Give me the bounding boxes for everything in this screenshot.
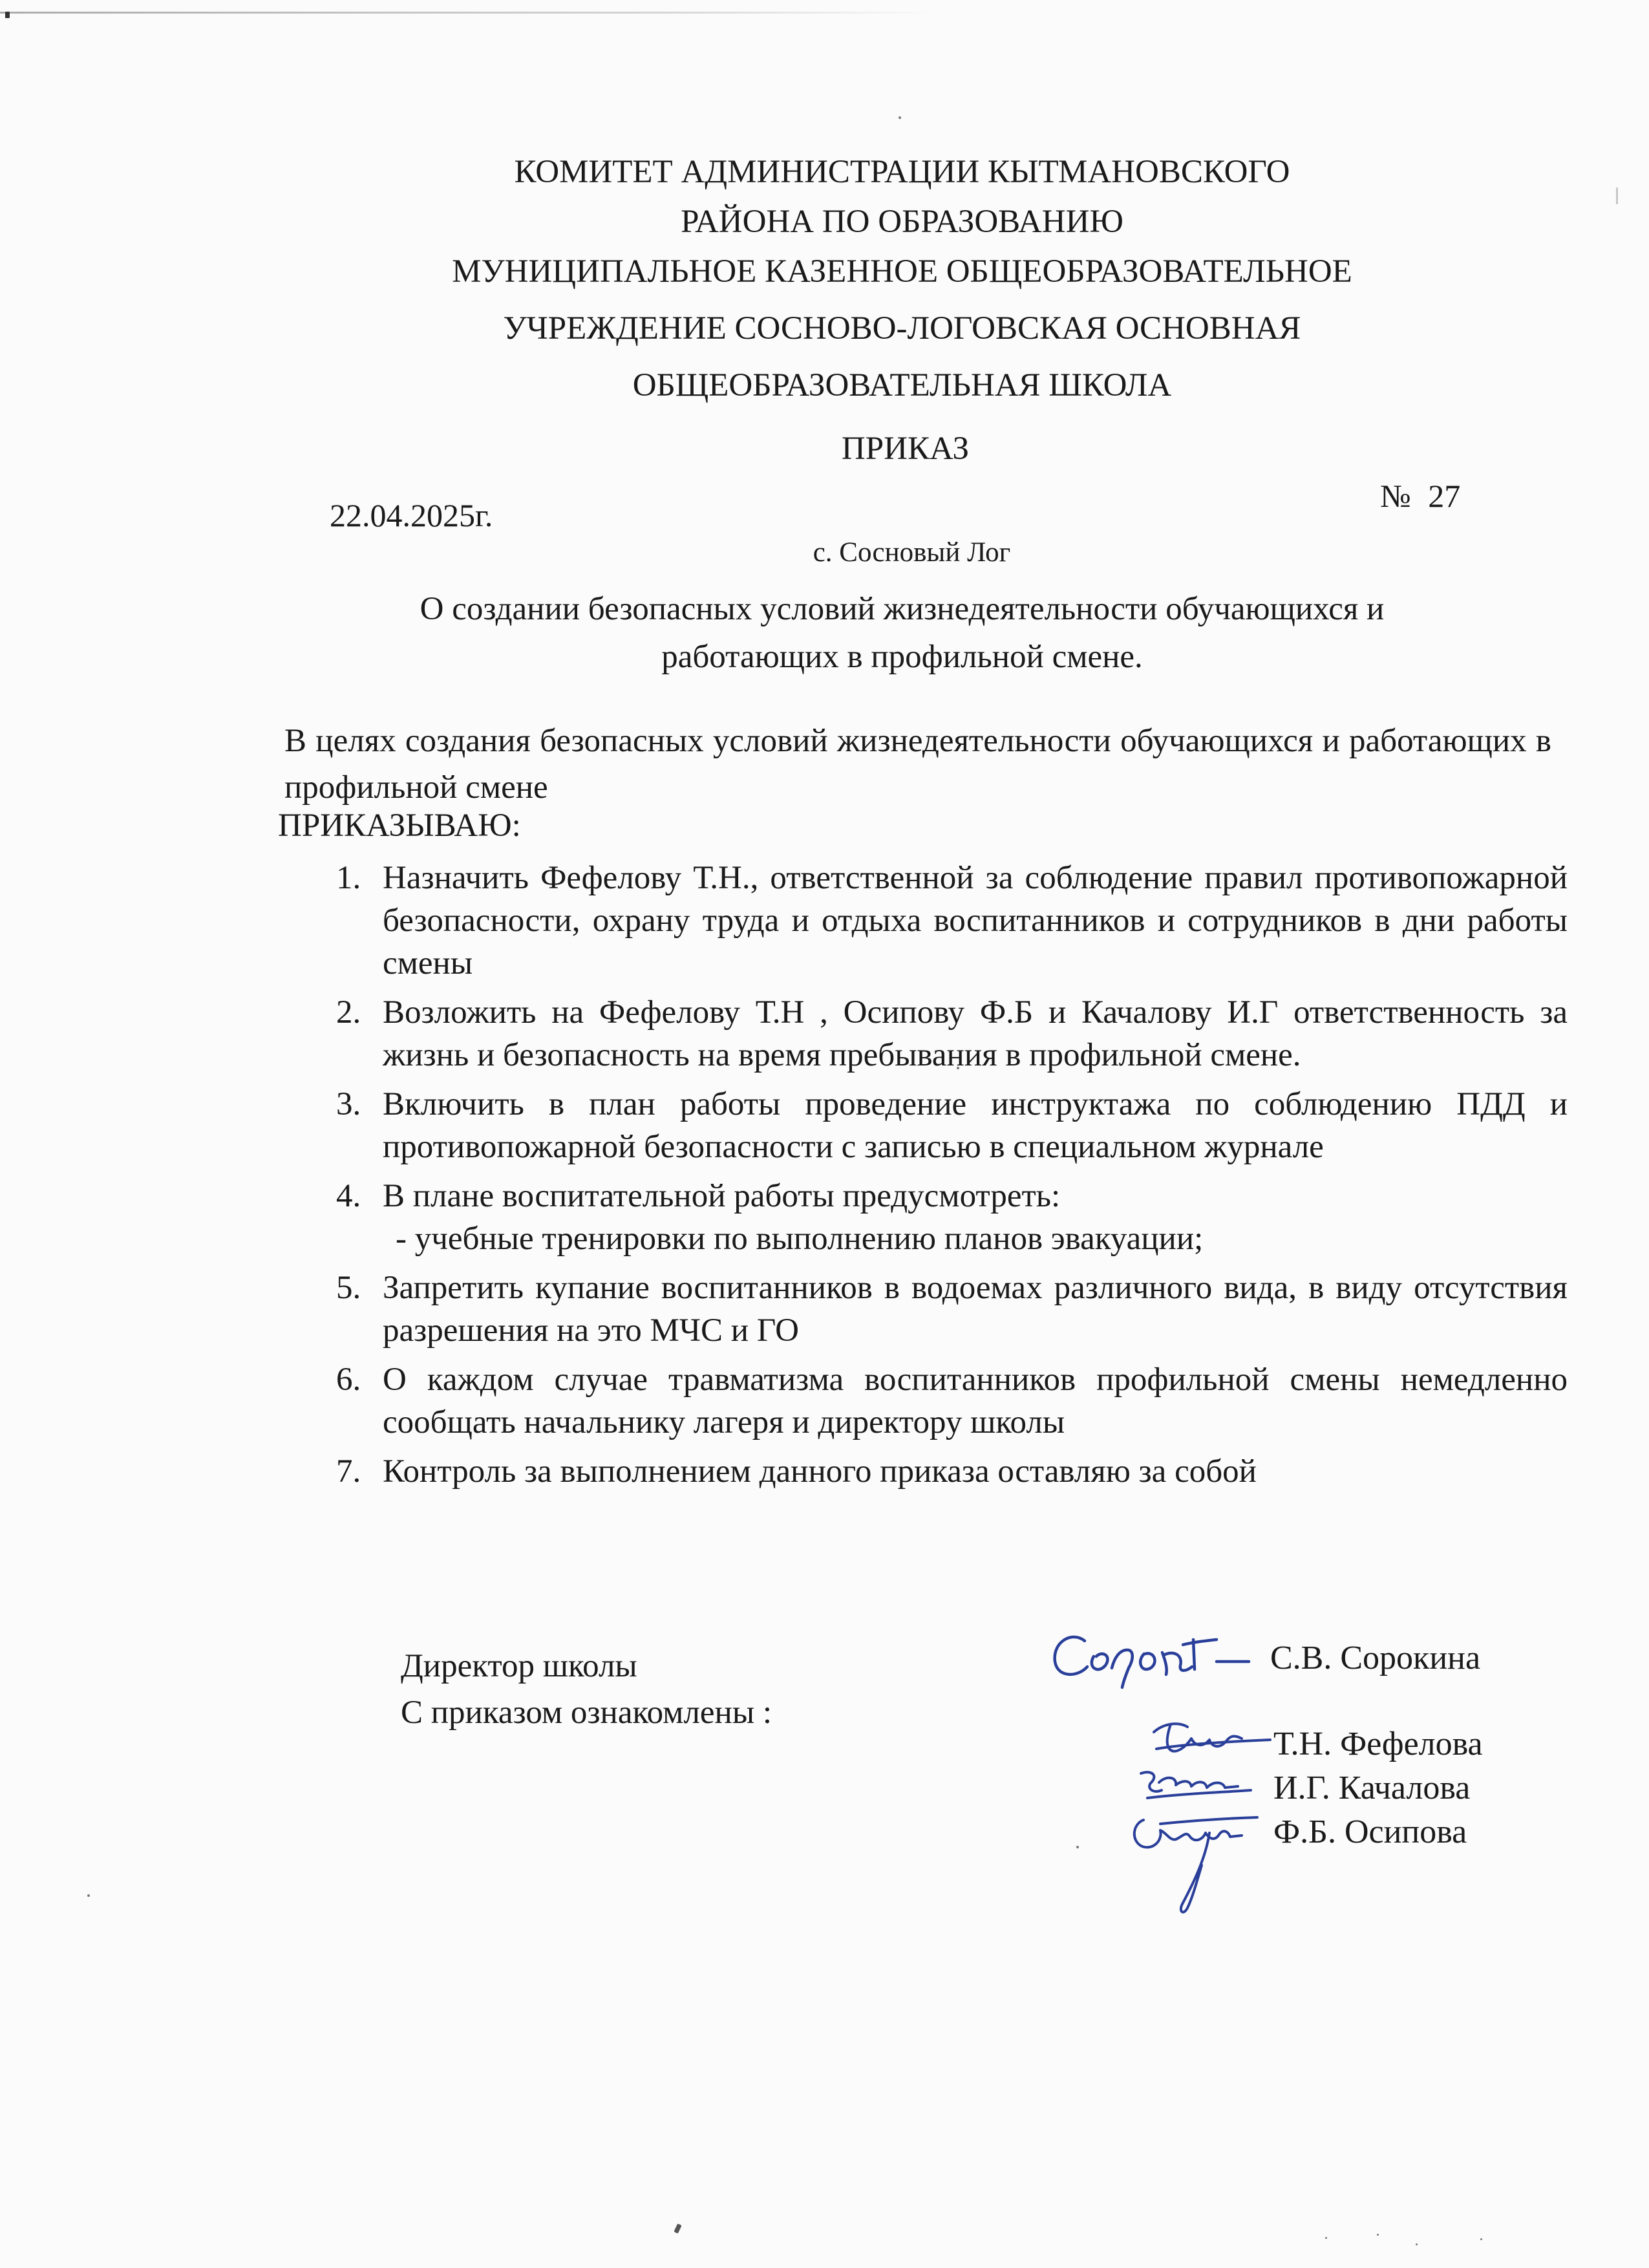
acquainted-signatures-image: [1115, 1710, 1283, 1923]
scan-speck: [1377, 2234, 1379, 2236]
list-item: [336, 1450, 1568, 1493]
director-title: Директор школы: [401, 1648, 637, 1684]
decree-word: ПРИКАЗЫВАЮ:: [278, 808, 521, 844]
order-number: № 27: [1380, 478, 1461, 514]
list-item: [336, 1175, 1568, 1260]
scan-speck: [1325, 2237, 1327, 2239]
item-subtext: - учебные тренировки по выполнению планов эвакуации;: [396, 1221, 1204, 1257]
item-text: В плане воспитательной работы предусмотреть:: [383, 1178, 1061, 1214]
director-signature-image: [1047, 1616, 1261, 1694]
order-items-list: [336, 857, 1568, 1499]
intro-paragraph: В целях создания безопасных условий жизнедеятельности обучающихся и работающих в профильной смене: [284, 723, 1551, 806]
acquainted-name: И.Г. Качалова: [1273, 1770, 1471, 1806]
scan-speck: [1076, 1846, 1079, 1848]
subject-line: О создании безопасных условий жизнедеятельности обучающихся и: [420, 591, 1385, 627]
item-text: Запретить купание воспитанников в водоемах различного вида, в виду отсутствия разрешения на это МЧС и ГО: [383, 1270, 1568, 1349]
subject-line: работающих в профильной смене.: [661, 639, 1143, 675]
scan-speck: [87, 1894, 90, 1897]
list-item: [336, 1083, 1568, 1168]
scan-speck: [1416, 2243, 1418, 2245]
scan-speck: [674, 2223, 681, 2234]
item-number: 6.: [336, 1362, 361, 1398]
scan-speck: [5, 12, 10, 18]
header-line: КОМИТЕТ АДМИНИСТРАЦИИ КЫТМАНОВСКОГО: [514, 154, 1290, 190]
list-item: [336, 1267, 1568, 1352]
header-line: РАЙОНА ПО ОБРАЗОВАНИЮ: [681, 204, 1123, 240]
list-item: [336, 991, 1568, 1076]
order-subject: [0, 585, 1649, 681]
scan-speck: [1480, 2238, 1482, 2240]
header-line: УЧРЕЖДЕНИЕ СОСНОВО-ЛОГОВСКАЯ ОСНОВНАЯ: [503, 310, 1301, 347]
scan-speck: [899, 116, 901, 119]
item-number: 2.: [336, 994, 361, 1031]
acquainted-name: Ф.Б. Осипова: [1273, 1813, 1467, 1850]
organization-header: [0, 144, 1649, 414]
item-text-group: [383, 1175, 1568, 1260]
handwritten-signatures-icon: [1115, 1710, 1283, 1923]
order-date: 22.04.2025г.: [330, 497, 493, 533]
header-line: МУНИЦИПАЛЬНОЕ КАЗЕННОЕ ОБЩЕОБРАЗОВАТЕЛЬНОЕ: [452, 253, 1352, 290]
item-text: Контроль за выполнением данного приказа оставляю за собой: [383, 1453, 1257, 1490]
item-text: Включить в план работы проведение инструктажа по соблюдению ПДД и противопожарной безопасности с записью в специальном журнале: [383, 1086, 1568, 1165]
item-number: 4.: [336, 1178, 361, 1214]
item-number: 3.: [336, 1086, 361, 1122]
director-name: С.В. Сорокина: [1270, 1640, 1481, 1676]
list-item: [336, 1358, 1568, 1444]
item-text: Возложить на Фефелову Т.Н , Осипову Ф.Б и Качалову И.Г ответственность за жизнь и безопасность на время пребывания в профильной смене.: [383, 994, 1568, 1073]
order-place: с. Сосновый Лог: [813, 537, 1011, 568]
item-number: 7.: [336, 1453, 361, 1490]
item-text: Назначить Фефелову Т.Н., ответственной за соблюдение правил противопожарной безопасности, охрану труда и отдыха воспитанников и сотрудников в дни работы смены: [383, 860, 1568, 981]
item-number: 5.: [336, 1270, 361, 1306]
order-title: ПРИКАЗ: [841, 431, 970, 467]
header-line: ОБЩЕОБРАЗОВАТЕЛЬНАЯ ШКОЛА: [632, 367, 1172, 403]
list-item: [336, 857, 1568, 985]
scan-edge-line: [0, 12, 937, 14]
acquainted-name: Т.Н. Фефелова: [1273, 1726, 1483, 1762]
item-text: О каждом случае травматизма воспитанников профильной смены немедленно сообщать начальнику лагеря и директору школы: [383, 1362, 1568, 1440]
item-number: 1.: [336, 860, 361, 896]
handwritten-signature-icon: [1047, 1616, 1261, 1694]
acquainted-label: С приказом ознакомлены :: [401, 1695, 772, 1731]
